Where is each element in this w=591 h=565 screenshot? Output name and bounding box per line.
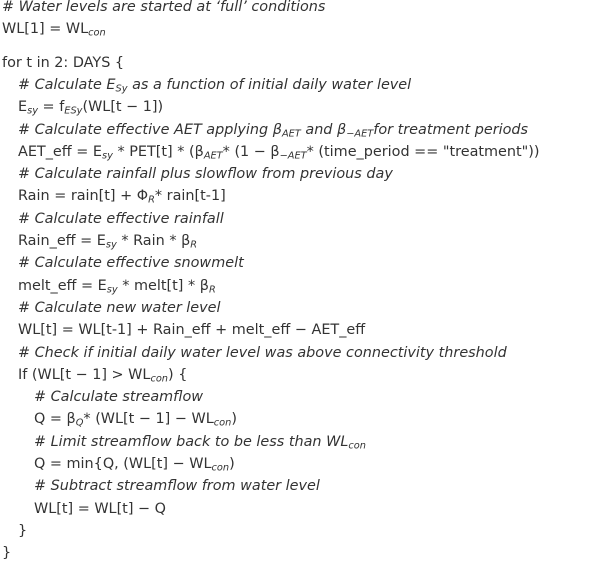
comment-text: # Calculate new water level [18, 299, 221, 316]
comment-text: # Calculate E [18, 76, 116, 93]
code-comment-line [18, 120, 528, 140]
code-line [18, 276, 216, 296]
code-text: for t in 2: DAYS { [2, 54, 125, 71]
code-comment-line [18, 298, 221, 318]
comment-text: # Calculate rainfall plus slowflow from previous day [18, 166, 393, 183]
comment-text: and β [300, 121, 347, 138]
code-text: } [18, 522, 28, 539]
code-text: AET_eff = E [18, 143, 102, 160]
code-text: * (time_period == "treatment")) [306, 143, 540, 160]
code-line [18, 231, 197, 251]
code-text: (WL[t − 1]) [82, 99, 164, 116]
code-comment-line [18, 343, 507, 363]
subscript: Q [75, 418, 84, 430]
subscript: con [211, 462, 230, 474]
code-line [18, 320, 365, 340]
comment-text: for treatment periods [373, 121, 529, 138]
subscript: sy [105, 239, 117, 251]
code-comment-line [34, 387, 203, 407]
subscript: R [148, 195, 155, 207]
comment-text: # Calculate effective AET applying β [18, 121, 282, 138]
code-text: WL[t] = WL[t-1] + Rain_eff + melt_eff − AET_eff [18, 322, 366, 339]
code-line [18, 186, 226, 206]
subscript: sy [106, 284, 118, 296]
code-comment-line [18, 209, 224, 229]
subscript: con [213, 418, 232, 430]
code-line [34, 409, 237, 429]
code-text: * melt[t] * β [117, 277, 209, 294]
code-line [34, 499, 166, 519]
code-text: ) [229, 456, 235, 472]
subscript: R [208, 284, 216, 296]
comment-text: # Calculate effective snowmelt [18, 255, 244, 272]
code-text: E [18, 99, 28, 116]
code-text: melt_eff = E [18, 277, 107, 294]
code-text: Rain = rain[t] + Φ [18, 188, 149, 205]
subscript: AET [203, 150, 223, 162]
subscript: ESy [64, 105, 83, 117]
subscript: con [150, 373, 168, 385]
code-line [2, 53, 124, 73]
code-comment-line [2, 0, 325, 17]
subscript: −AET [346, 128, 374, 140]
code-comment-line [18, 253, 244, 273]
code-text: If (WL[t − 1] > WL [18, 366, 151, 383]
subscript: R [190, 239, 198, 251]
code-text: Q = min{Q, (WL[t] − WL [34, 456, 212, 472]
comment-text: # Subtract streamflow from water level [34, 478, 320, 495]
code-line [18, 142, 540, 162]
code-text: } [2, 545, 12, 562]
comment-text: # Water levels are started at ‘full’ conditions [2, 0, 326, 15]
code-text: = f [37, 99, 65, 116]
subscript: con [348, 440, 366, 452]
subscript: sy [27, 105, 38, 117]
comment-text: # Calculate streamflow [34, 389, 204, 406]
code-text: Rain_eff = E [18, 233, 106, 249]
code-line [2, 19, 106, 39]
code-line [2, 543, 11, 563]
code-text: * (1 − β [222, 143, 280, 160]
code-text: * rain[t-1] [154, 188, 226, 205]
comment-text: # Check if initial daily water level was above connectivity threshold [18, 344, 507, 361]
code-text: WL[t] = WL[t] − Q [34, 500, 166, 517]
subscript: −AET [279, 150, 307, 162]
code-comment-line [34, 476, 320, 496]
comment-text: # Calculate effective rainfall [18, 210, 224, 227]
code-line [18, 365, 187, 385]
code-text: ) { [168, 366, 188, 383]
code-line [18, 97, 163, 117]
subscript: Sy [115, 83, 128, 95]
code-comment-line [34, 432, 366, 452]
code-text: WL[1] = WL [2, 21, 89, 38]
code-text: Q = β [34, 411, 76, 428]
subscript: con [88, 28, 106, 40]
code-line [34, 454, 235, 474]
comment-text: as a function of initial daily water level [127, 76, 412, 93]
subscript: AET [281, 128, 301, 140]
code-text: * (WL[t − 1] − WL [83, 411, 214, 428]
code-text: * Rain * β [116, 233, 191, 249]
code-comment-line [18, 164, 393, 184]
code-text: ) [231, 411, 237, 428]
code-comment-line [18, 75, 411, 95]
subscript: sy [102, 150, 113, 162]
code-text: * PET[t] * (β [112, 143, 204, 160]
code-line [18, 521, 27, 541]
comment-text: # Limit streamflow back to be less than WL [34, 433, 349, 450]
